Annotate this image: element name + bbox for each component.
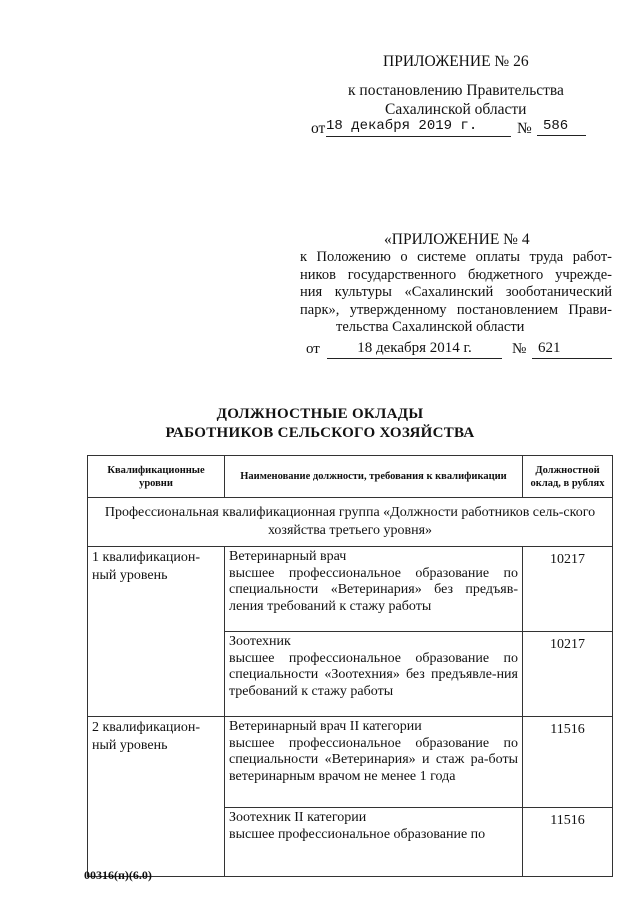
header-position: Наименование должности, требования к квалификации <box>225 456 523 498</box>
appendix4-line: к Положению о системе оплаты труда работ- <box>300 249 612 265</box>
level-name: 2 квалификацион-ный уровень <box>88 717 225 877</box>
position-requirements: высшее профессиональное образование по <box>229 826 486 842</box>
appendix-date-line <box>311 118 586 140</box>
page-title-line1: ДОЛЖНОСТНЫЕ ОКЛАДЫ <box>216 406 424 422</box>
appendix4-body <box>300 249 612 337</box>
position-requirements: высшее профессиональное образование по специальности «Зоотехния» без предъявле-ния требований к стажу работы <box>229 650 518 699</box>
appendix4-line: тельства Сахалинской области <box>336 319 525 335</box>
position-cell <box>225 547 523 632</box>
position-cell <box>225 632 523 717</box>
position-requirements: высшее профессиональное образование по специальности «Ветеринария» без предъяв-ления требований к стажу работы <box>229 565 518 614</box>
header-levels: Квалификационные уровни <box>88 456 225 498</box>
position-cell <box>225 717 523 808</box>
number-label: № <box>517 120 532 137</box>
appendix-line1: к постановлению Правительства <box>348 82 564 99</box>
position-title: Ветеринарный врач II категории <box>229 719 422 734</box>
table-row <box>88 717 613 808</box>
group-title: Профессиональная квалификационная группа «Должности работников сель-ского хозяйства третьего уровня» <box>88 498 613 547</box>
position-title: Зоотехник II категории <box>229 810 367 825</box>
table-header-row <box>88 456 613 498</box>
appendix4-date: 18 декабря 2014 г. <box>327 339 502 359</box>
salary-value: 11516 <box>523 717 613 808</box>
position-requirements: высшее профессиональное образование по специальности «Ветеринария» и стаж ра-боты ветеринарным врачом не менее 1 года <box>229 735 518 784</box>
appendix-date: 18 декабря 2019 г. <box>326 118 511 137</box>
appendix4-date-line <box>306 339 612 361</box>
position-title: Зоотехник <box>229 634 291 649</box>
salary-value: 10217 <box>523 547 613 632</box>
group-row <box>88 498 613 547</box>
position-title: Ветеринарный врач <box>229 549 347 564</box>
level-name: 1 квалификацион-ный уровень <box>88 547 225 717</box>
header-salary: Должностной оклад, в рублях <box>523 456 613 498</box>
appendix-number: 586 <box>537 118 586 136</box>
document-code: 00316(п)(6.0) <box>84 868 152 882</box>
appendix-title: ПРИЛОЖЕНИЕ № 26 <box>383 53 529 70</box>
salary-value: 11516 <box>523 808 613 877</box>
appendix4-title: «ПРИЛОЖЕНИЕ № 4 <box>384 231 530 248</box>
appendix4-line: ников государственного бюджетного учрежде- <box>300 266 612 283</box>
from-label: от <box>311 120 326 137</box>
salary-value: 10217 <box>523 632 613 717</box>
appendix-line2: Сахалинской области <box>385 101 527 118</box>
appendix4-line: парк», утвержденному постановлением Прави- <box>300 301 612 318</box>
number-label: № <box>512 341 527 357</box>
salary-table <box>87 455 613 877</box>
page-title-line2: РАБОТНИКОВ СЕЛЬСКОГО ХОЗЯЙСТВА <box>165 425 475 441</box>
appendix4-number: 621 <box>532 339 612 359</box>
from-label: от <box>306 341 320 357</box>
appendix4-line: ния культуры «Сахалинский зооботанический <box>300 284 612 300</box>
position-cell <box>225 808 523 877</box>
table-row <box>88 547 613 632</box>
